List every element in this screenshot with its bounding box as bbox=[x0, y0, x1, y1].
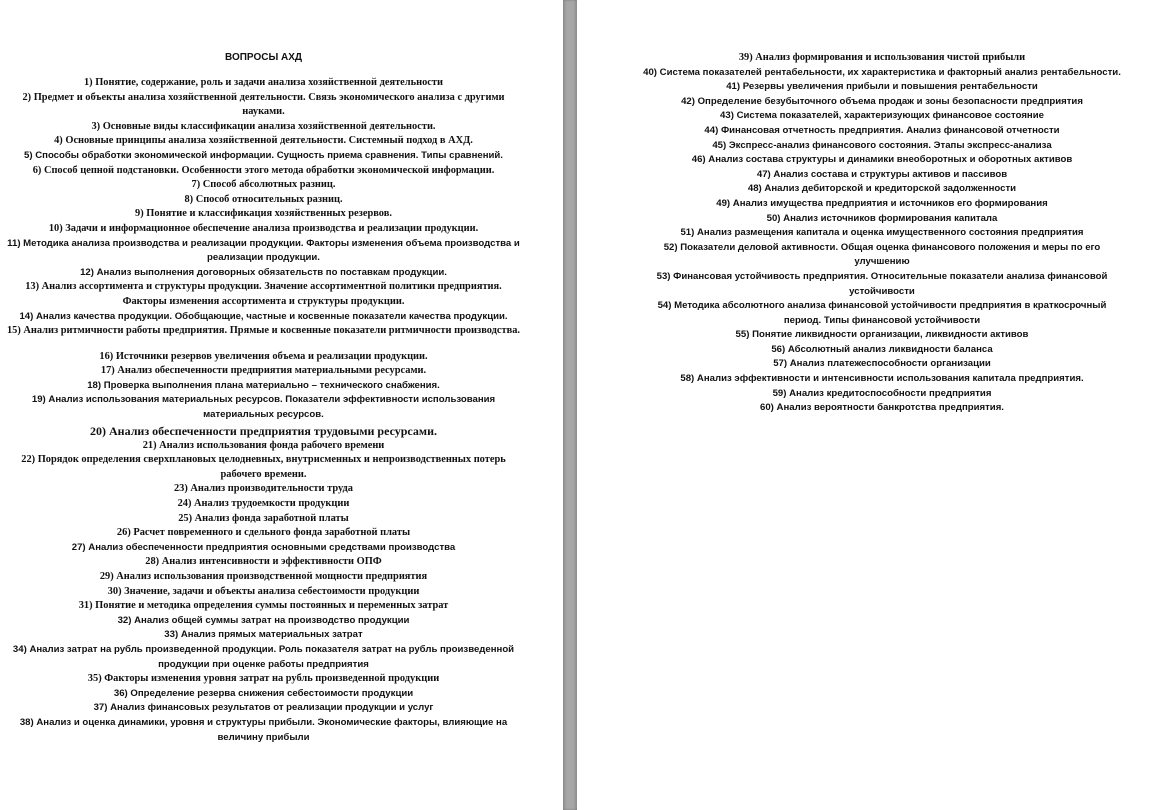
question-item: 2) Предмет и объекты анализа хозяйственной деятельности. Связь экономического анализа с другими науками. bbox=[22, 91, 505, 118]
question-item: 41) Резервы увеличения прибыли и повышения рентабельности bbox=[726, 81, 1038, 93]
question-item: 3) Основные виды классификации анализа хозяйственной деятельности. bbox=[91, 120, 436, 132]
question-item: 47) Анализ состава и структуры активов и пассивов bbox=[756, 168, 1008, 180]
question-item: 6) Способ цепной подстановки. Особенности этого метода обработки экономической информации. bbox=[32, 164, 495, 176]
question-item: 54) Методика абсолютного анализа финансовой устойчивости предприятия в краткосрочный период. Типы финансовой устойчивости bbox=[657, 300, 1107, 326]
question-item: 10) Задачи и информационное обеспечение анализа производства и реализации продукции. bbox=[48, 222, 479, 234]
question-item: 26) Расчет повременного и сдельного фонда заработной платы bbox=[116, 527, 411, 539]
document-page-right bbox=[577, 0, 1154, 810]
question-item: 39) Анализ формирования и использования чистой прибыли bbox=[738, 52, 1026, 63]
question-item: 5) Способы обработки экономической информации. Сущность приема сравнения. Типы сравнений. bbox=[24, 149, 503, 161]
question-item: 17) Анализ обеспеченности предприятия материальными ресурсами. bbox=[100, 365, 427, 377]
question-item: 35) Факторы изменения уровня затрат на рубль произведенной продукции bbox=[87, 673, 440, 685]
question-list-left bbox=[0, 76, 527, 745]
question-item: 56) Абсолютный анализ ликвидности баланса bbox=[771, 343, 993, 355]
question-item: 20) Анализ обеспеченности предприятия трудовыми ресурсами. bbox=[90, 423, 437, 438]
question-item: 36) Определение резерва снижения себестоимости продукции bbox=[113, 687, 414, 699]
question-item: 23) Анализ производительности труда bbox=[173, 483, 353, 495]
question-item: 58) Анализ эффективности и интенсивности использования капитала предприятия. bbox=[680, 373, 1084, 385]
question-item: 57) Анализ платежеспособности организации bbox=[773, 358, 991, 370]
question-item: 40) Система показателей рентабельности, их характеристика и факторный анализ рентабельности. bbox=[643, 66, 1121, 78]
question-item: 37) Анализ финансовых результатов от реализации продукции и услуг bbox=[93, 702, 434, 714]
question-item: 53) Финансовая устойчивость предприятия. Относительные показатели анализа финансовой устойчивости bbox=[656, 270, 1108, 297]
question-item: 22) Порядок определения сверхплановых целодневных, внутрисменных и непроизводственных потерь рабочего времени. bbox=[21, 454, 506, 480]
question-item: 46) Анализ состава структуры и динамики внеоборотных и оборотных активов bbox=[691, 154, 1073, 166]
question-item: 31) Понятие и методика определения суммы постоянных и переменных затрат bbox=[78, 600, 449, 612]
question-item: 28) Анализ интенсивности и эффективности ОПФ bbox=[145, 556, 382, 568]
question-item: 38) Анализ и оценка динамики, уровня и структуры прибыли. Экономические факторы, влияющие на величину прибыли bbox=[19, 716, 508, 743]
question-item: 9) Понятие и классификация хозяйственных резервов. bbox=[135, 208, 392, 220]
question-item: 4) Основные принципы анализа хозяйственной деятельности. Системный подход в АХД. bbox=[54, 135, 473, 147]
question-item: 49) Анализ имущества предприятия и источников его формирования bbox=[716, 197, 1048, 209]
question-item: 7) Способ абсолютных разниц. bbox=[191, 179, 336, 191]
question-item: 52) Показатели деловой активности. Общая оценка финансового положения и меры по его улучшению bbox=[663, 241, 1101, 268]
question-item: 21) Анализ использования фонда рабочего времени bbox=[142, 439, 385, 451]
question-item: 50) Анализ источников формирования капитала bbox=[766, 212, 998, 224]
question-item: 11) Методика анализа производства и реализации продукции. Факторы изменения объема производства и реализации продукции. bbox=[7, 237, 520, 264]
question-item: 1) Понятие, содержание, роль и задачи анализа хозяйственной деятельности bbox=[83, 77, 444, 88]
question-item: 24) Анализ трудоемкости продукции bbox=[177, 498, 350, 510]
question-item: 8) Способ относительных разниц. bbox=[184, 193, 343, 205]
question-item: 30) Значение, задачи и объекты анализа себестоимости продукции bbox=[107, 585, 420, 597]
question-item: 13) Анализ ассортимента и структуры продукции. Значение ассортиментной политики предприятия. Факторы изменения ассортимента и структуры продукции. bbox=[25, 281, 502, 307]
question-item: 60) Анализ вероятности банкротства предприятия. bbox=[760, 402, 1004, 414]
question-item: 48) Анализ дебиторской и кредиторской задолженности bbox=[747, 183, 1017, 195]
question-item: 43) Система показателей, характеризующих финансовое состояние bbox=[720, 110, 1044, 122]
page-gutter bbox=[563, 0, 577, 810]
question-list-right bbox=[632, 51, 1132, 416]
document-title: ВОПРОСЫ АХД bbox=[224, 52, 303, 63]
question-item: 45) Экспресс-анализ финансового состояния. Этапы экспресс-анализа bbox=[712, 139, 1052, 151]
document-page-left bbox=[0, 0, 563, 810]
question-item: 44) Финансовая отчетность предприятия. Анализ финансовой отчетности bbox=[704, 124, 1060, 136]
question-item: 27) Анализ обеспеченности предприятия основными средствами производства bbox=[71, 541, 456, 553]
question-item: 25) Анализ фонда заработной платы bbox=[178, 512, 349, 524]
question-item: 18) Проверка выполнения плана материально – технического снабжения. bbox=[87, 379, 440, 391]
question-item: 34) Анализ затрат на рубль произведенной продукции. Роль показателя затрат на рубль произведенной продукции при оценке работы предприятия bbox=[12, 643, 515, 670]
question-item: 15) Анализ ритмичности работы предприятия. Прямые и косвенные показатели ритмичности производства. bbox=[6, 325, 521, 337]
question-item: 14) Анализ качества продукции. Обобщающие, частные и косвенные показатели качества продукции. bbox=[19, 310, 508, 322]
question-item: 33) Анализ прямых материальных затрат bbox=[164, 629, 363, 641]
question-item: 55) Понятие ликвидности организации, ликвидности активов bbox=[735, 329, 1029, 341]
question-item: 19) Анализ использования материальных ресурсов. Показатели эффективности использования материальных ресурсов. bbox=[31, 394, 496, 421]
question-item: 59) Анализ кредитоспособности предприятия bbox=[772, 387, 992, 399]
question-item: 29) Анализ использования производственной мощности предприятия bbox=[99, 571, 428, 582]
question-item: 12) Анализ выполнения договорных обязательств по поставкам продукции. bbox=[80, 266, 447, 278]
question-item: 32) Анализ общей суммы затрат на производство продукции bbox=[117, 614, 410, 626]
question-item: 51) Анализ размещения капитала и оценка имущественного состояния предприятия bbox=[680, 227, 1084, 239]
question-item: 16) Источники резервов увеличения объема и реализации продукции. bbox=[99, 350, 428, 362]
question-item: 42) Определение безубыточного объема продаж и зоны безопасности предприятия bbox=[681, 95, 1083, 107]
